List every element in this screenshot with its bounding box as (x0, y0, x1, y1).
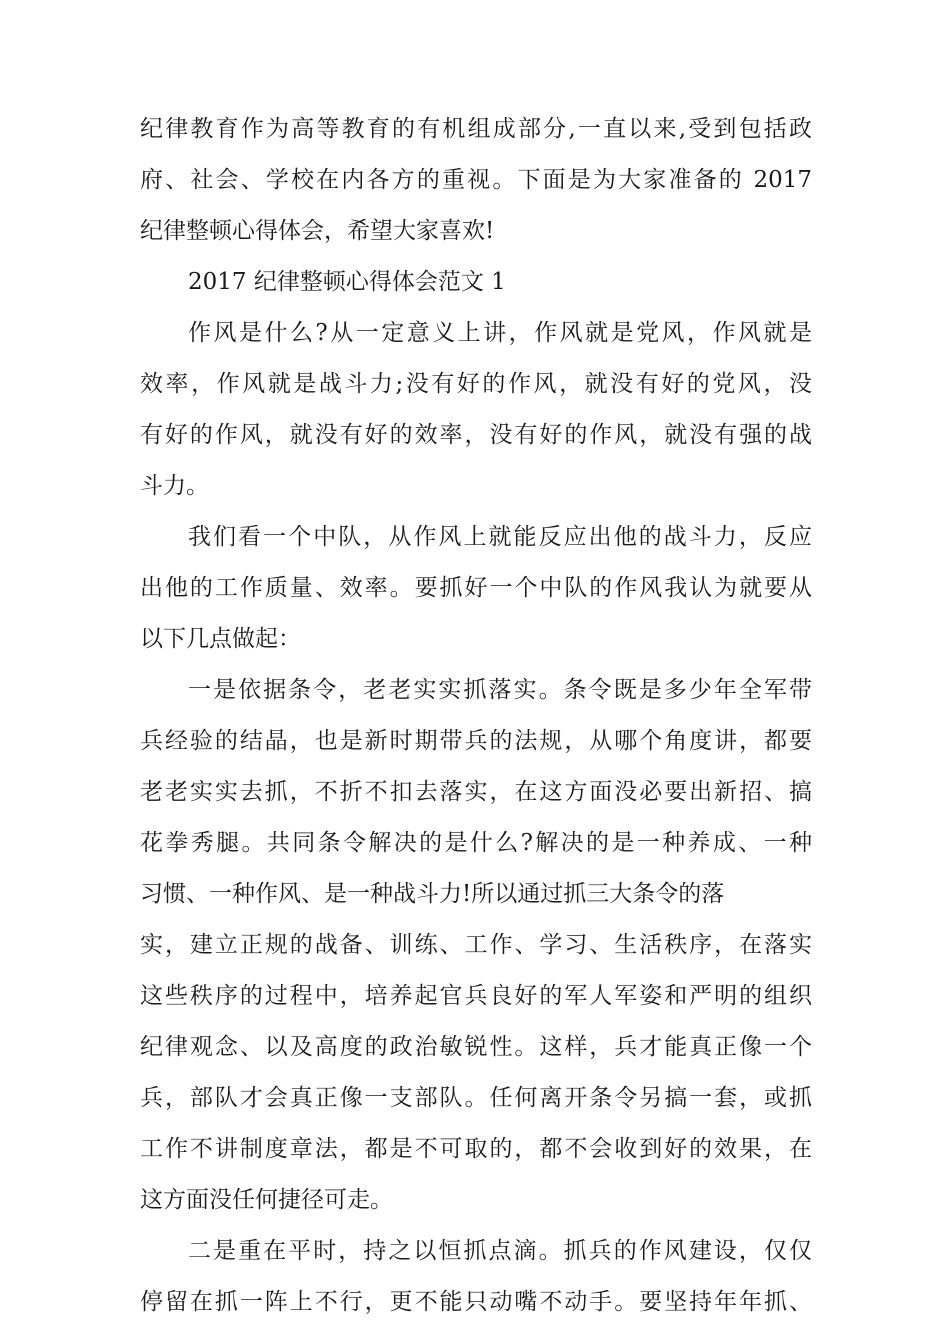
text-line: 这些秩序的过程中，培养起官兵良好的军人军姿和严明的组织 (140, 983, 812, 1009)
text-line: 花拳秀腿。共同条令解决的是什么?解决的是一种养成、一种 (140, 830, 812, 856)
text-line: 斗力。 (140, 473, 209, 499)
paragraph-first-line: 二是重在平时，持之以恒抓点滴。抓兵的作风建设，仅仅 (188, 1238, 812, 1264)
paragraph-first-line: 一是依据条令，老老实实抓落实。条令既是多少年全军带 (188, 677, 812, 703)
document-body (140, 104, 812, 1328)
text-line: 工作不讲制度章法，都是不可取的，都不会收到好的效果，在 (140, 1136, 812, 1162)
text-line: 纪律教育作为高等教育的有机组成部分,一直以来,受到包括政 (140, 116, 812, 142)
text-line: 效率，作风就是战斗力;没有好的作风，就没有好的党风，没 (140, 371, 812, 397)
text-line: 府、社会、学校在内各方的重视。下面是为大家准备的 2017 (140, 167, 812, 193)
text-line: 有好的作风，就没有好的效率，没有好的作风，就没有强的战 (140, 422, 812, 448)
text-line: 停留在抓一阵上不行，更不能只动嘴不动手。要坚持年年抓、 (140, 1289, 812, 1315)
text-line: 兵，部队才会真正像一支部队。任何离开条令另搞一套，或抓 (140, 1085, 812, 1111)
text-line: 纪律整顿心得体会，希望大家喜欢! (140, 218, 495, 244)
paragraph-first-line: 我们看一个中队，从作风上就能反应出他的战斗力，反应 (188, 524, 812, 550)
paragraph-first-line: 作风是什么?从一定意义上讲，作风就是党风，作风就是 (188, 320, 812, 346)
text-line: 这方面没任何捷径可走。 (140, 1187, 393, 1213)
text-line: 习惯、一种作风、是一种战斗力!所以通过抓三大条令的落 (140, 881, 725, 907)
text-line: 以下几点做起： (140, 626, 301, 652)
text-line: 纪律观念、以及高度的政治敏锐性。这样，兵才能真正像一个 (140, 1034, 812, 1060)
section-heading: 2017 纪律整顿心得体会范文 1 (188, 269, 506, 295)
text-line: 实，建立正规的战备、训练、工作、学习、生活秩序，在落实 (140, 932, 812, 958)
text-line: 兵经验的结晶，也是新时期带兵的法规，从哪个角度讲，都要 (140, 728, 812, 754)
text-line: 老老实实去抓，不折不扣去落实，在这方面没必要出新招、搞 (140, 779, 812, 805)
text-line: 出他的工作质量、效率。要抓好一个中队的作风我认为就要从 (140, 575, 812, 601)
